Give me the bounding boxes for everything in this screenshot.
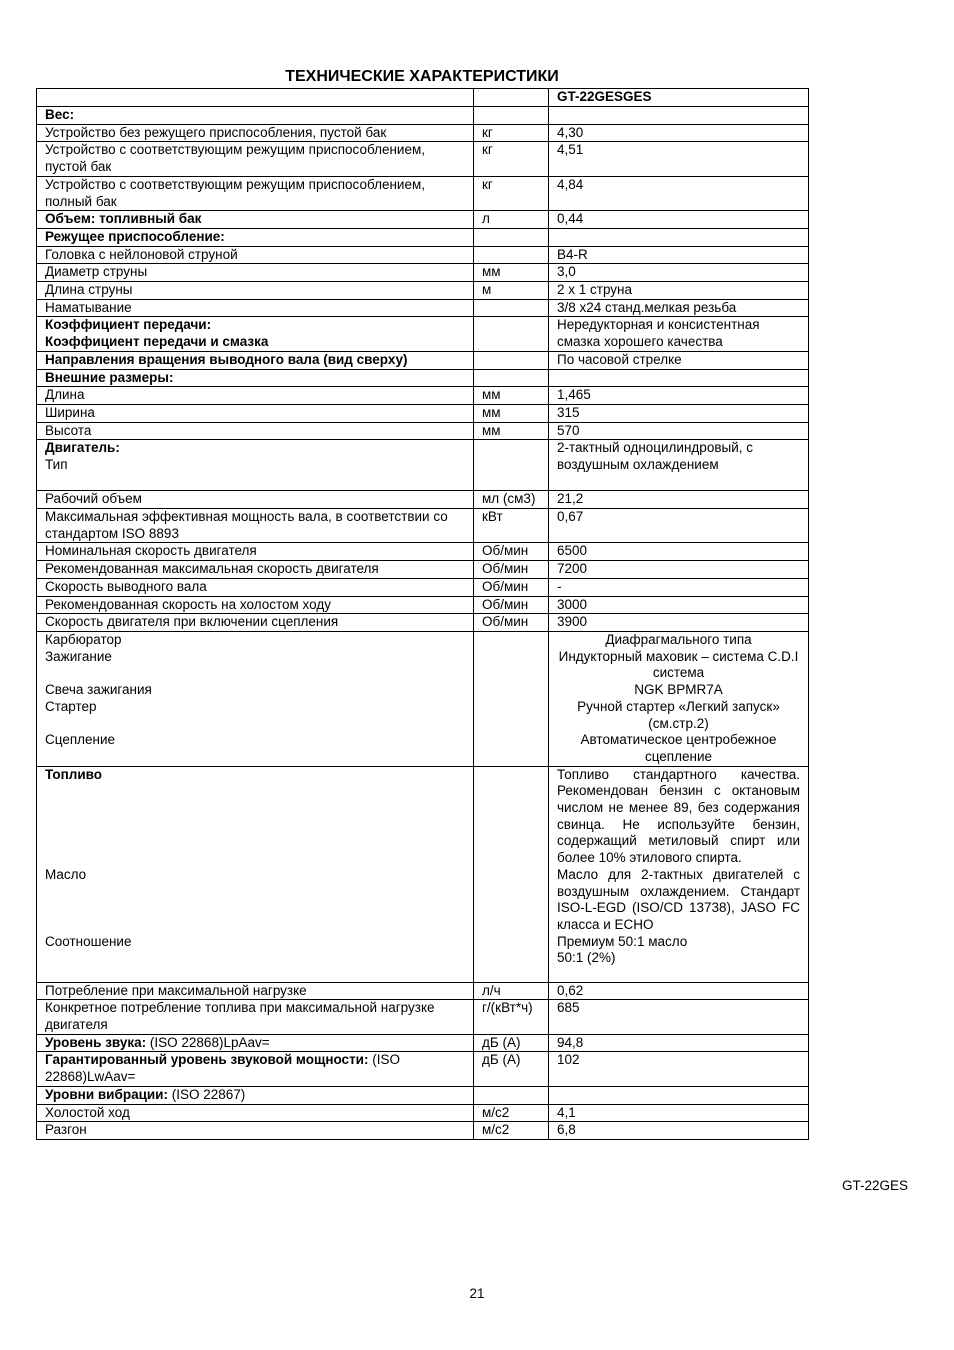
param-label: Высота (37, 422, 474, 440)
param-label: Рекомендованная максимальная скорость двигателя (37, 561, 474, 579)
starter-value: Ручной стартер «Легкий запуск» (см.стр.2) (577, 698, 780, 731)
param-value: 7200 (549, 561, 809, 579)
param-label (37, 1052, 474, 1086)
param-label: Холостой ход (37, 1104, 474, 1122)
param-label: Объем: топливный бак (37, 211, 474, 229)
param-value: 6500 (549, 543, 809, 561)
gear-ratio-label: Коэффициент передачи: (45, 317, 212, 333)
param-label: Номинальная скорость двигателя (37, 543, 474, 561)
fuel-label: Топливо (45, 766, 103, 782)
param-unit: м (474, 282, 549, 300)
param-value: 4,30 (549, 124, 809, 142)
table-row (37, 596, 809, 614)
ignition-label: Зажигание (45, 648, 112, 664)
table-row (37, 491, 809, 509)
param-label: Скорость двигателя при включении сцепления (37, 614, 474, 632)
param-value: 0,62 (549, 982, 809, 1000)
table-row (37, 124, 809, 142)
carburetor-value: Диафрагмального типа (605, 631, 752, 647)
param-label (37, 1034, 474, 1052)
param-unit: мл (см3) (474, 491, 549, 509)
page-title: ТЕХНИЧЕСКИЕ ХАРАКТЕРИСТИКИ (285, 68, 559, 85)
table-row (37, 766, 809, 982)
table-row (37, 351, 809, 369)
param-value (549, 631, 809, 766)
table-row (37, 1052, 809, 1086)
param-unit: м/с2 (474, 1122, 549, 1140)
carburetor-label: Карбюратор (45, 631, 122, 647)
table-row (37, 543, 809, 561)
param-label (37, 631, 474, 766)
param-value (549, 766, 809, 982)
fuel-value: Топливо стандартного качества. Рекомендован бензин с октановым числом не менее 89, без содержания свинца. Не используйте бензин, содержащий метиловый спирт или более 10% этилового спирта. (557, 766, 800, 866)
param-unit: кг (474, 124, 549, 142)
param-value: 1,465 (549, 387, 809, 405)
param-unit: мм (474, 387, 549, 405)
section-row (37, 107, 809, 125)
table-row (37, 614, 809, 632)
table-row (37, 282, 809, 300)
spark-plug-value: NGK BPMR7A (634, 682, 723, 698)
param-label: Устройство с соответствующим режущим приспособлением, пустой бак (37, 142, 474, 176)
param-value: 3,0 (549, 264, 809, 282)
table-row (37, 982, 809, 1000)
param-value: 3000 (549, 596, 809, 614)
param-value: 4,84 (549, 176, 809, 210)
oil-value: Масло для 2-тактных двигателей с воздушным охлаждением. Стандарт ISO-L-EGD (ISO/CD 13738), JASO FC класса и ECHO (557, 866, 800, 932)
param-label: Скорость выводного вала (37, 578, 474, 596)
param-value: 102 (549, 1052, 809, 1086)
param-unit: г/(кВт*ч) (474, 1000, 549, 1034)
param-value: По часовой стрелке (549, 351, 809, 369)
table-row (37, 211, 809, 229)
clutch-value: Автоматическое центробежное сцепление (580, 732, 777, 764)
param-unit: мм (474, 422, 549, 440)
param-label: Длина струны (37, 282, 474, 300)
footer-model: GT-22GES (841, 1178, 908, 1193)
param-label (37, 317, 474, 351)
ignition-value: Индукторный маховик – система C.D.I система (558, 648, 799, 681)
table-row (37, 422, 809, 440)
section-label: Вес: (37, 107, 474, 125)
param-label: Потребление при максимальной нагрузке (37, 982, 474, 1000)
param-label: Рабочий объем (37, 491, 474, 509)
param-label: Максимальная эффективная мощность вала, в соответствии со стандартом ISO 8893 (37, 509, 474, 543)
sound-level-standard: (ISO 22868)LpAav= (146, 1034, 270, 1050)
vibration-standard: (ISO 22867) (167, 1086, 246, 1102)
param-unit: кВт (474, 509, 549, 543)
param-value: Нередукторная и консистентная смазка хорошего качества (549, 317, 809, 351)
engine-label: Двигатель: (45, 440, 120, 456)
clutch-label: Сцепление (45, 732, 116, 748)
param-value: 3/8 x24 станд.мелкая резьба (549, 299, 809, 317)
param-label: Ширина (37, 404, 474, 422)
sound-level-label: Уровень звука: (45, 1034, 147, 1050)
table-row (37, 631, 809, 766)
section-label: Внешние размеры: (37, 369, 474, 387)
param-value: 4,51 (549, 142, 809, 176)
param-label: Длина (37, 387, 474, 405)
param-value: 6,8 (549, 1122, 809, 1140)
param-unit: Об/мин (474, 561, 549, 579)
param-value: 21,2 (549, 491, 809, 509)
param-unit: дБ (A) (474, 1052, 549, 1086)
param-value: 3900 (549, 614, 809, 632)
param-unit: кг (474, 142, 549, 176)
param-unit: Об/мин (474, 578, 549, 596)
param-unit: Об/мин (474, 614, 549, 632)
table-row (37, 1104, 809, 1122)
section-label (37, 1086, 474, 1104)
oil-label: Масло (45, 866, 87, 882)
param-unit: Об/мин (474, 543, 549, 561)
param-label: Рекомендованная скорость на холостом ходу (37, 596, 474, 614)
param-label: Устройство с соответствующим режущим приспособлением, полный бак (37, 176, 474, 210)
sound-power-label: Гарантированный уровень звуковой мощности: (45, 1052, 369, 1068)
starter-label: Стартер (45, 698, 97, 714)
table-row (37, 142, 809, 176)
param-value: 2-тактный одноцилиндровый, с воздушным охлаждением (549, 440, 809, 491)
section-row (37, 369, 809, 387)
vibration-label: Уровни вибрации: (45, 1086, 168, 1102)
page-number: 21 (469, 1286, 485, 1301)
table-row (37, 1000, 809, 1034)
model-header: GT-22GESGES (549, 89, 809, 107)
param-value: 94,8 (549, 1034, 809, 1052)
param-label: Направления вращения выводного вала (вид сверху) (37, 351, 474, 369)
table-row (37, 578, 809, 596)
section-row (37, 228, 809, 246)
param-label: Устройство без режущего приспособления, пустой бак (37, 124, 474, 142)
table-row (37, 440, 809, 491)
param-value: 4,1 (549, 1104, 809, 1122)
table-row (37, 1034, 809, 1052)
param-unit: мм (474, 264, 549, 282)
table-header-row (37, 89, 809, 107)
param-unit: л/ч (474, 982, 549, 1000)
param-label: Головка с нейлоновой струной (37, 246, 474, 264)
gear-lube-label: Коэффициент передачи и смазка (45, 334, 269, 350)
ratio-value: 50:1 (2%) (557, 950, 616, 966)
param-unit: мм (474, 404, 549, 422)
param-unit: Об/мин (474, 596, 549, 614)
param-label (37, 440, 474, 491)
table-row (37, 404, 809, 422)
table-row (37, 317, 809, 351)
param-label: Конкретное потребление топлива при максимальной нагрузке двигателя (37, 1000, 474, 1034)
spec-table (36, 88, 809, 1140)
table-row (37, 246, 809, 264)
ratio-label: Соотношение (45, 933, 132, 949)
param-unit: кг (474, 176, 549, 210)
param-value: B4-R (549, 246, 809, 264)
table-row (37, 264, 809, 282)
table-row (37, 1122, 809, 1140)
param-unit: л (474, 211, 549, 229)
oil-value-premium: Премиум 50:1 масло (557, 933, 688, 949)
section-row (37, 1086, 809, 1104)
param-value: - (549, 578, 809, 596)
param-value: 0,44 (549, 211, 809, 229)
param-value: 570 (549, 422, 809, 440)
param-value: 0,67 (549, 509, 809, 543)
param-label: Наматывание (37, 299, 474, 317)
table-row (37, 387, 809, 405)
param-label (37, 766, 474, 982)
table-row (37, 299, 809, 317)
param-label: Диаметр струны (37, 264, 474, 282)
param-unit: м/с2 (474, 1104, 549, 1122)
param-unit: дБ (A) (474, 1034, 549, 1052)
table-row (37, 176, 809, 210)
param-value: 685 (549, 1000, 809, 1034)
type-label: Тип (45, 457, 68, 473)
table-row (37, 561, 809, 579)
spark-plug-label: Свеча зажигания (45, 682, 152, 698)
param-label: Разгон (37, 1122, 474, 1140)
table-row (37, 509, 809, 543)
section-label: Режущее приспособление: (37, 228, 474, 246)
param-value: 2 x 1 струна (549, 282, 809, 300)
sound-power-standard: (ISO 22868)LwAav= (45, 1052, 400, 1085)
param-value: 315 (549, 404, 809, 422)
